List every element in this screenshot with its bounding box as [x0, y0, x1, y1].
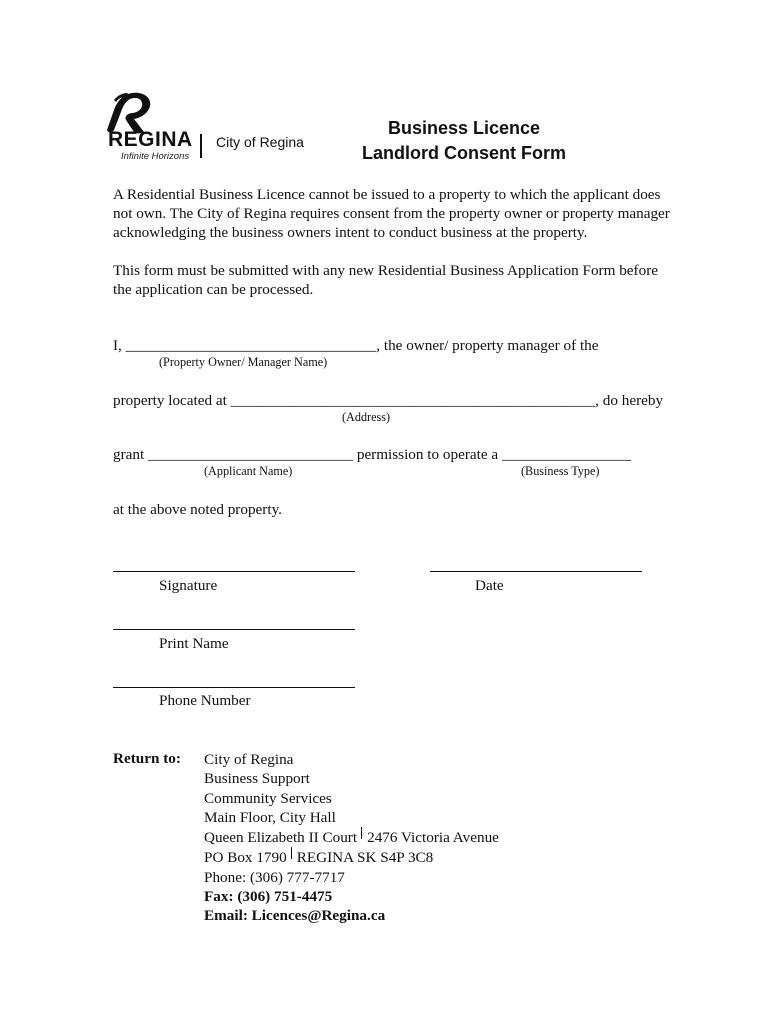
logo-tagline: Infinite Horizons: [121, 151, 190, 162]
address-field[interactable]: ________________________________________________: [230, 392, 596, 409]
intro-paragraph-2: This form must be submitted with any new Residential Business Application Form before the application can be processed.: [113, 262, 658, 298]
date-field[interactable]: [430, 571, 642, 572]
return-to-label: Return to:: [113, 750, 181, 767]
street-part-2: 2476 Victoria Avenue: [367, 829, 499, 847]
consent-line-4: at the above noted property.: [113, 501, 282, 518]
caption-business-type: (Business Type): [521, 464, 600, 478]
print-name-field[interactable]: [113, 629, 355, 630]
consent-line-2: [113, 392, 663, 410]
consent-line-3: [113, 446, 631, 464]
caption-applicant-name: (Applicant Name): [204, 464, 293, 478]
signature-field[interactable]: [113, 571, 355, 572]
date-label: Date: [475, 577, 504, 594]
return-email: Email: Licences@Regina.ca: [204, 907, 386, 925]
consent-line-1: [113, 337, 599, 355]
consent-line-1-prefix: I,: [113, 337, 126, 354]
caption-address: (Address): [342, 410, 391, 424]
po-part-1: PO Box 1790: [204, 849, 287, 867]
consent-line-1-suffix: , the owner/ property manager of the: [376, 337, 599, 354]
print-name-label: Print Name: [159, 635, 229, 652]
applicant-name-field[interactable]: ___________________________: [148, 446, 354, 463]
po-part-2: REGINA SK S4P 3C8: [296, 849, 434, 867]
return-po-box: [204, 847, 499, 867]
intro-paragraph-1: A Residential Business Licence cannot be issued to a property to which the applicant does not own. The City of Regina requires consent from the property owner or property manager acknowledging the business owners intent to conduct business at the property.: [113, 186, 670, 241]
consent-line-3-middle: permission to operate a: [353, 446, 502, 463]
logo-divider: [200, 134, 202, 158]
return-address-block: [204, 750, 499, 926]
return-line-4: Main Floor, City Hall: [204, 808, 336, 826]
return-line-1: City of Regina: [204, 751, 294, 768]
separator-bar: [291, 847, 292, 859]
return-street-address: [204, 827, 499, 847]
phone-number-field[interactable]: [113, 687, 355, 688]
caption-owner-name: (Property Owner/ Manager Name): [159, 355, 328, 369]
phone-number-label: Phone Number: [159, 692, 251, 709]
return-phone: Phone: (306) 777-7717: [204, 868, 345, 886]
owner-name-field[interactable]: _________________________________: [125, 337, 377, 354]
street-part-1: Queen Elizabeth II Court: [204, 829, 358, 847]
return-fax: Fax: (306) 751-4475: [204, 888, 333, 906]
return-line-2: Business Support: [204, 770, 310, 788]
consent-line-2-suffix: , do hereby: [595, 392, 664, 409]
consent-line-3-prefix: grant: [113, 446, 149, 463]
business-type-field[interactable]: _________________: [501, 446, 632, 463]
logo-wordmark: REGINA: [108, 128, 193, 151]
logo-org-name: City of Regina: [216, 134, 304, 150]
consent-line-2-prefix: property located at: [113, 392, 231, 409]
signature-label: Signature: [159, 577, 218, 594]
form-title-line2: Landlord Consent Form: [362, 143, 566, 163]
return-line-3: Community Services: [204, 789, 332, 807]
form-title-line1: Business Licence: [387, 118, 541, 138]
separator-bar: [361, 827, 362, 839]
